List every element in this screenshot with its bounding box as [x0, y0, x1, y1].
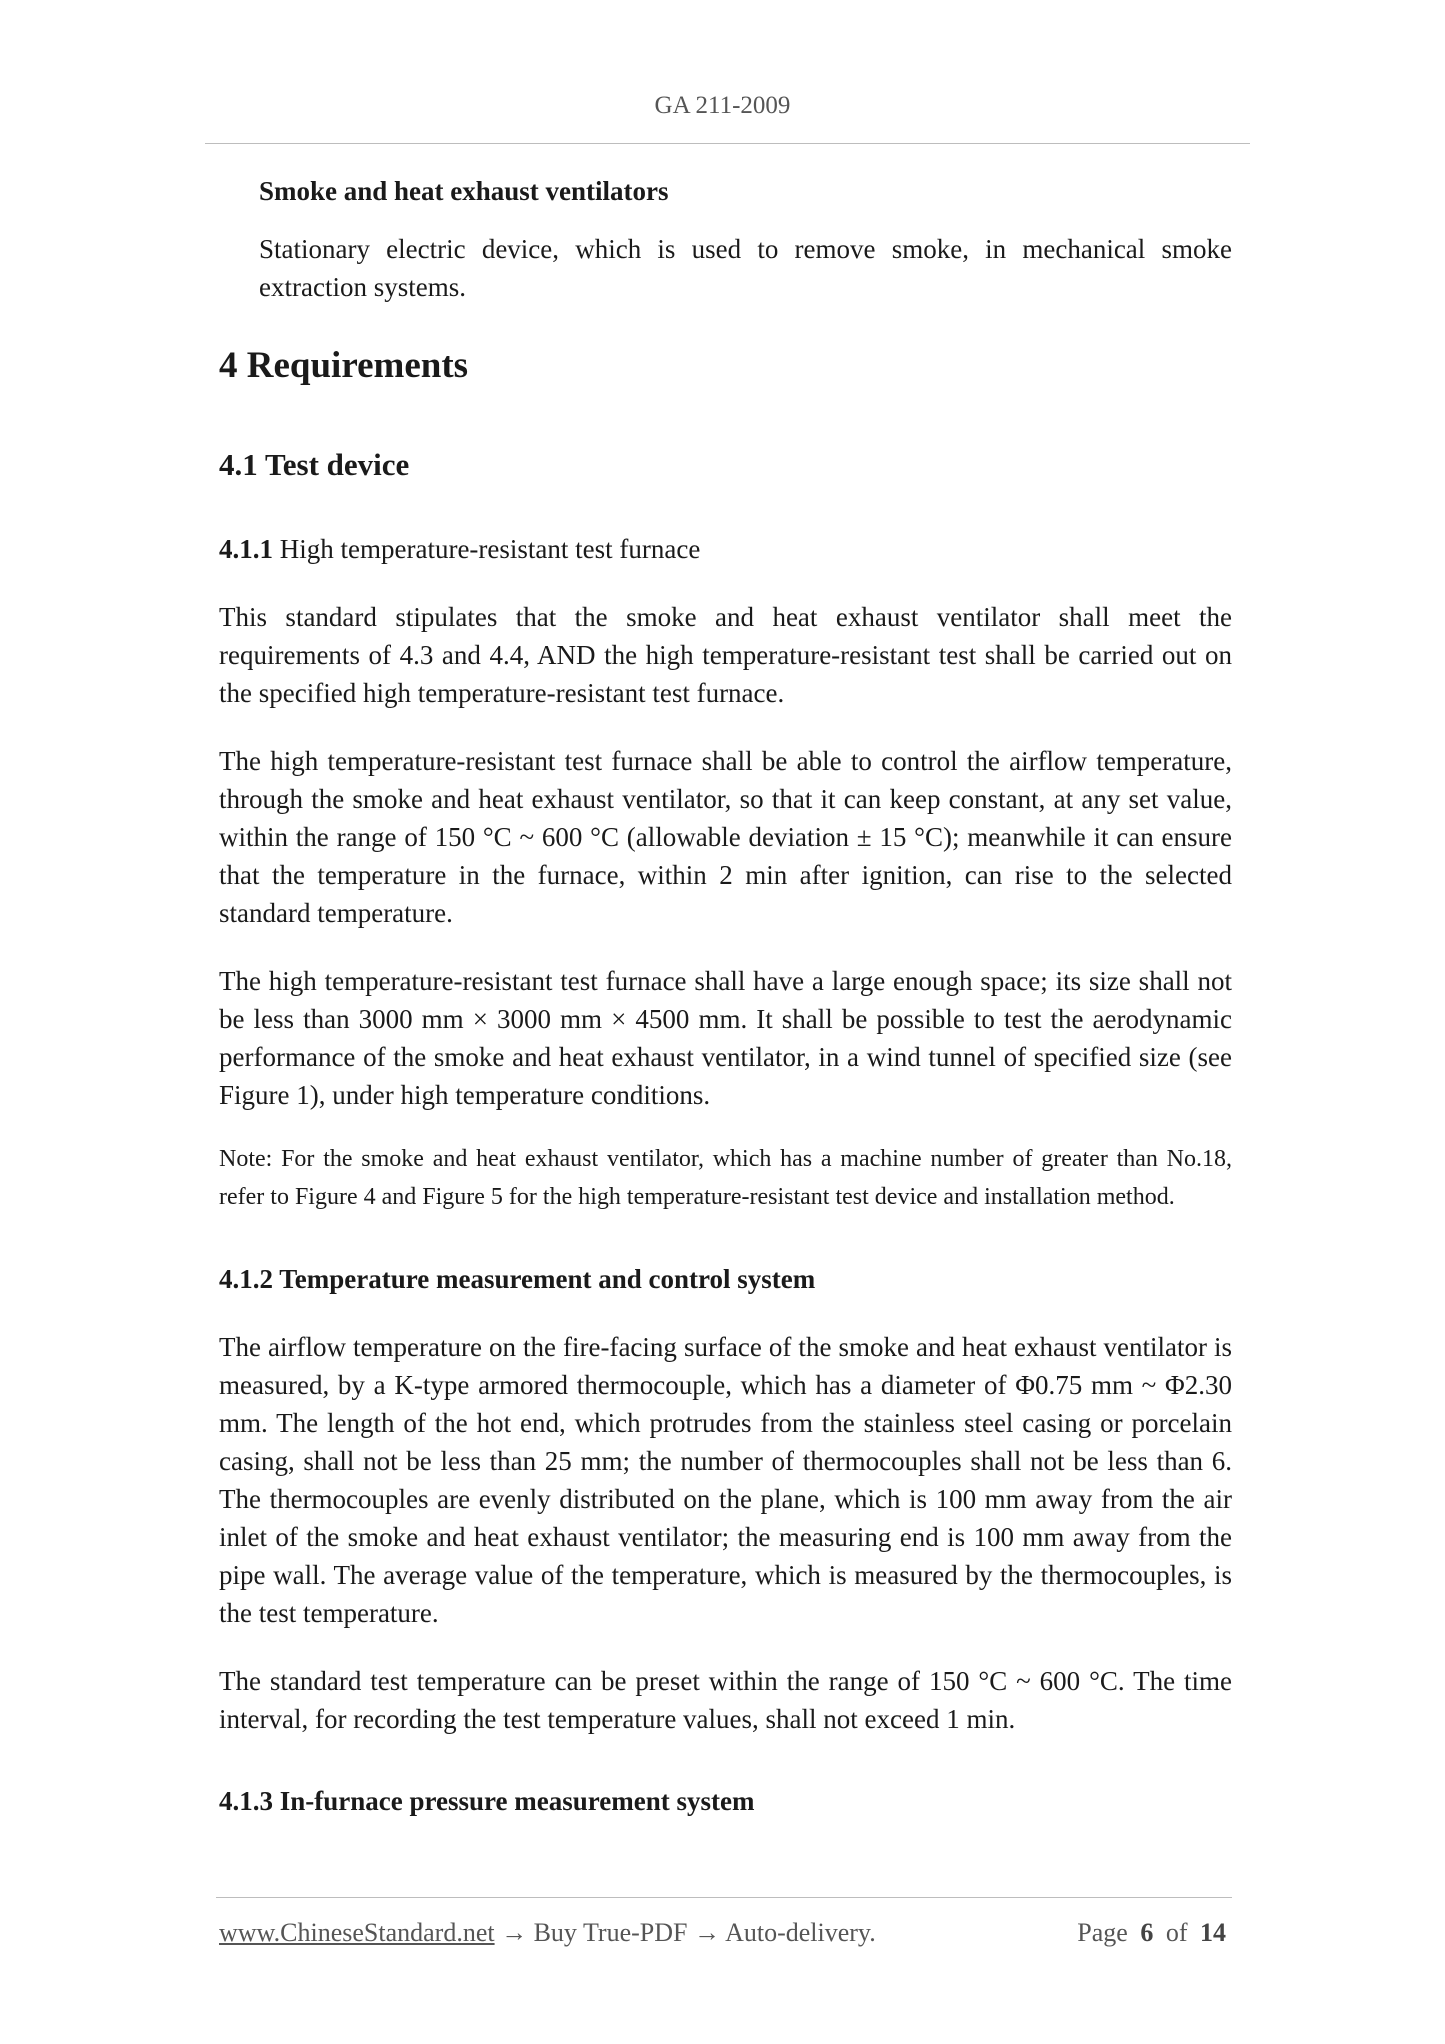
section-heading-4-1: 4.1 Test device — [219, 447, 410, 482]
running-header: GA 211-2009 — [654, 92, 791, 119]
clause-4-1-2-heading: 4.1.2 Temperature measurement and control system — [219, 1264, 816, 1294]
buy-text: Buy True-PDF — [533, 1918, 688, 1947]
footer-divider — [216, 1897, 1232, 1898]
term-definition: Stationary electric device, which is used to remove smoke, in mechanical smoke extraction systems. — [259, 234, 1232, 302]
paragraph: The airflow temperature on the fire-facing surface of the smoke and heat exhaust ventilator is measured, by a K-type armored thermocouple, which has a diameter of Φ0.75 mm ~ Φ2.30 mm. The length of the hot end, which protrudes from the stainless steel casing or porcelain casing, shall not be less than 25 mm; the number of thermocouples shall not be less than 6. The thermocouples are evenly distributed on the plane, which is 100 mm away from the air inlet of the smoke and heat exhaust ventilator; the measuring end is 100 mm away from the pipe wall. The average value of the temperature, which is measured by the thermocouples, is the test temperature. — [219, 1332, 1232, 1628]
term-title: Smoke and heat exhaust ventilators — [259, 176, 669, 206]
page-label: Page — [1077, 1918, 1128, 1947]
paragraph: The standard test temperature can be preset within the range of 150 °C ~ 600 °C. The time interval, for recording the test temperature values, shall not exceed 1 min. — [219, 1666, 1232, 1734]
footer-left — [219, 1918, 876, 1948]
section-heading-4: 4 Requirements — [219, 345, 469, 386]
clause-4-1-1-heading — [219, 530, 1232, 568]
arrow-icon: → — [687, 1918, 726, 1947]
paragraph: The high temperature-resistant test furnace shall have a large enough space; its size shall not be less than 3000 mm × 3000 mm × 4500 mm. It shall be possible to test the aerodynamic performance of the smoke and heat exhaust ventilator, in a wind tunnel of specified size (see Figure 1), under high temperature conditions. — [219, 966, 1232, 1110]
paragraph: This standard stipulates that the smoke and heat exhaust ventilator shall meet the requirements of 4.3 and 4.4, AND the high temperature-resistant test shall be carried out on the specified high temperature-resistant test furnace. — [219, 602, 1232, 708]
page-content — [219, 172, 1232, 1820]
of-label: of — [1165, 1918, 1188, 1947]
arrow-icon: → — [494, 1918, 534, 1947]
term-entry — [259, 172, 1232, 306]
clause-number: 4.1.1 — [219, 534, 273, 564]
page-total: 14 — [1200, 1918, 1226, 1947]
page-indicator — [1077, 1918, 1232, 1948]
page-number: 6 — [1140, 1918, 1154, 1947]
auto-delivery-text: Auto-delivery. — [725, 1918, 876, 1947]
note-paragraph: Note: For the smoke and heat exhaust ventilator, which has a machine number of greater than No.18, refer to Figure 4 and Figure 5 for the high temperature-resistant test device and installation method. — [219, 1146, 1232, 1210]
paragraph: The high temperature-resistant test furnace shall be able to control the airflow temperature, through the smoke and heat exhaust ventilator, so that it can keep constant, at any set value, within the range of 150 °C ~ 600 °C (allowable deviation ± 15 °C); meanwhile it can ensure that the temperature in the furnace, within 2 min after ignition, can rise to the selected standard temperature. — [219, 746, 1232, 928]
page-footer — [219, 1918, 1232, 1948]
website-link[interactable]: www.ChineseStandard.net — [219, 1918, 495, 1947]
clause-4-1-3-heading: 4.1.3 In-furnace pressure measurement system — [219, 1786, 755, 1816]
header-divider — [205, 143, 1250, 144]
clause-title: High temperature-resistant test furnace — [273, 534, 701, 564]
